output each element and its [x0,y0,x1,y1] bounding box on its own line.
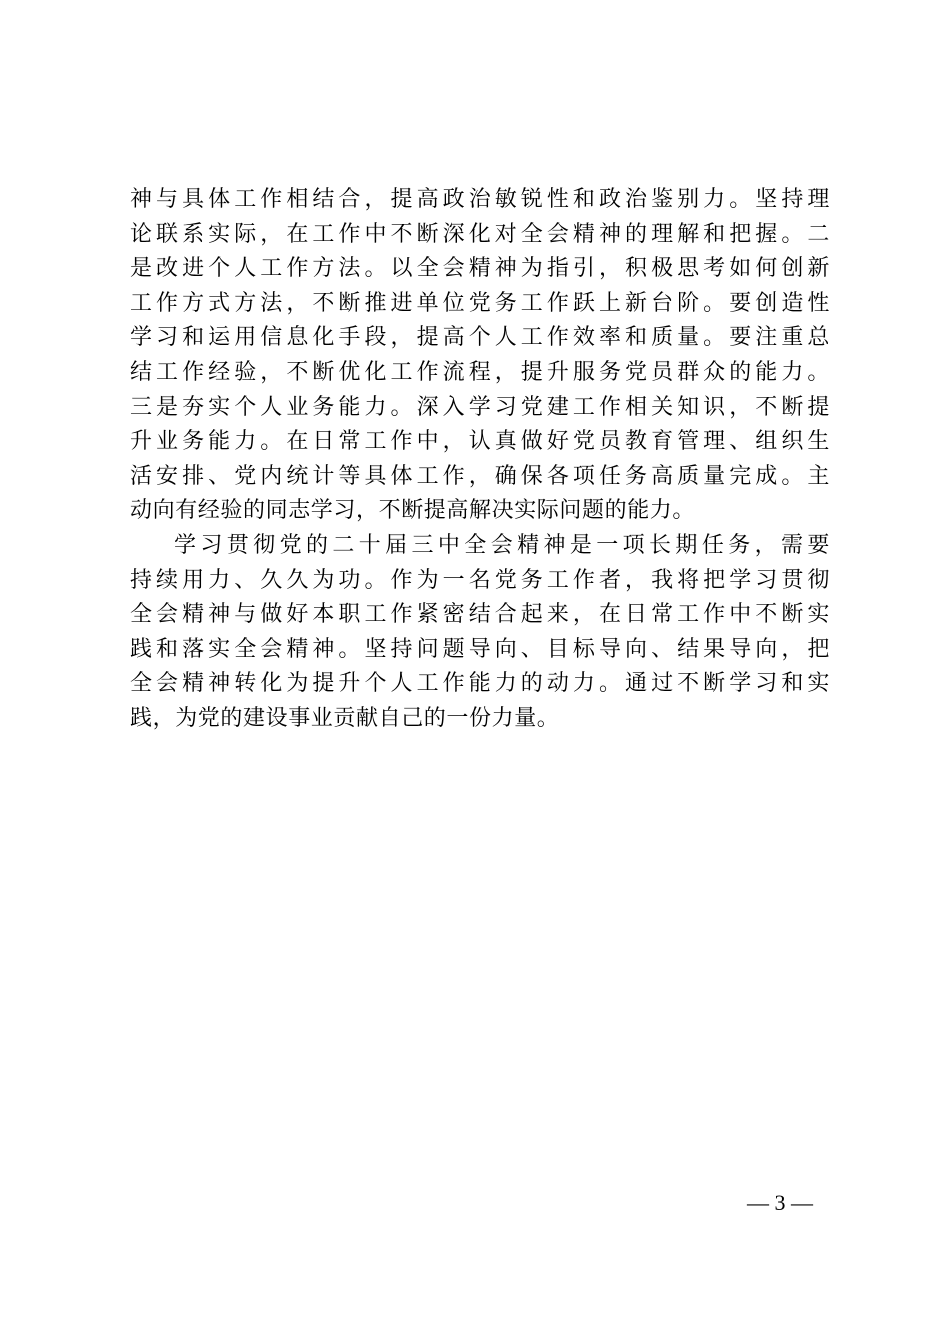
text-line: 结工作经验，不断优化工作流程，提升服务党员群众的能力。 [130,359,830,385]
text-line: 工作方式方法，不断推进单位党务工作跃上新台阶。要创造性 [130,290,830,316]
paragraph-1 [130,183,830,529]
page-number: — 3 — [747,1190,813,1215]
text-line: 践，为党的建设事业贡献自己的一份力量。 [130,705,560,731]
text-line: 践和落实全会精神。坚持问题导向、目标导向、结果导向，把 [130,636,830,662]
text-line: 学习和运用信息化手段，提高个人工作效率和质量。要注重总 [130,325,830,351]
document-body [130,183,830,737]
text-line: 全会精神转化为提升个人工作能力的动力。通过不断学习和实 [130,671,830,697]
text-line: 持续用力、久久为功。作为一名党务工作者，我将把学习贯彻 [130,567,830,593]
text-line: 学习贯彻党的二十届三中全会精神是一项长期任务，需要 [174,532,830,558]
text-line: 神与具体工作相结合，提高政治敏锐性和政治鉴别力。坚持理 [130,187,830,212]
text-line: 活安排、党内统计等具体工作，确保各项任务高质量完成。主 [130,463,830,489]
text-line: 论联系实际，在工作中不断深化对全会精神的理解和把握。二 [130,221,830,247]
paragraph-2 [130,529,830,737]
text-line: 动向有经验的同志学习，不断提高解决实际问题的能力。 [130,498,696,524]
text-line: 是改进个人工作方法。以全会精神为指引，积极思考如何创新 [130,256,830,282]
text-line: 升业务能力。在日常工作中，认真做好党员教育管理、组织生 [130,429,830,455]
text-line: 全会精神与做好本职工作紧密结合起来，在日常工作中不断实 [130,602,830,628]
text-line: 三是夯实个人业务能力。深入学习党建工作相关知识，不断提 [130,394,830,420]
